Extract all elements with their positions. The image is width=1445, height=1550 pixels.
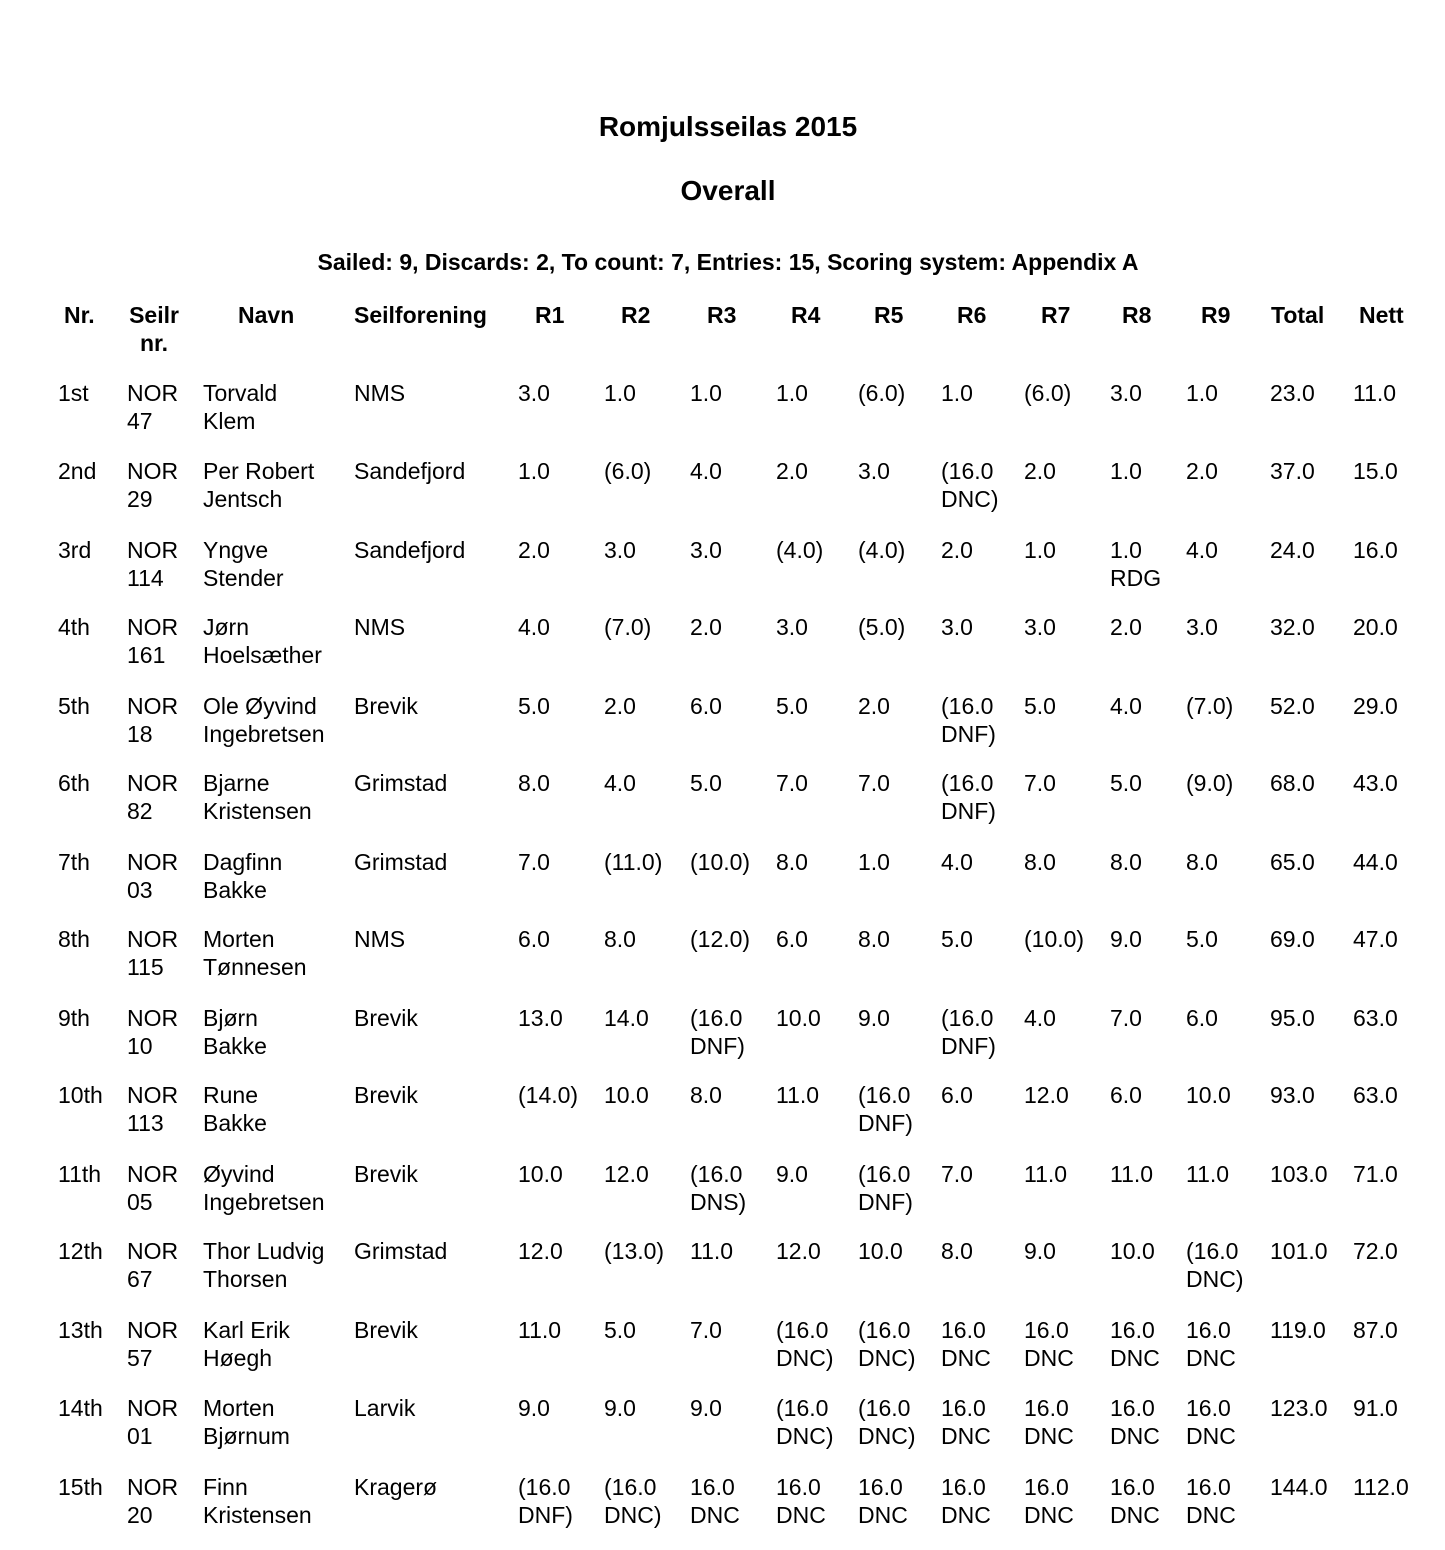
cell-r5: (16.0 DNF) xyxy=(858,1082,913,1136)
cell-seilforening: Grimstad xyxy=(354,849,448,875)
cell-r5: (6.0) xyxy=(858,380,906,406)
cell-r7: 4.0 xyxy=(1024,1005,1056,1031)
cell-r6: 1.0 xyxy=(941,380,973,406)
cell-r1: 7.0 xyxy=(518,849,550,875)
cell-nr: 4th xyxy=(58,614,90,640)
cell-r7: (6.0) xyxy=(1024,380,1072,406)
cell-r2: 12.0 xyxy=(604,1161,649,1187)
cell-nett: 20.0 xyxy=(1353,614,1398,640)
cell-seilr: NOR 47 xyxy=(127,380,179,434)
cell-nr: 8th xyxy=(58,926,90,952)
column-header-r6: R6 xyxy=(957,302,987,328)
cell-nett: 43.0 xyxy=(1353,770,1398,796)
cell-r5: 9.0 xyxy=(858,1005,890,1031)
cell-r8: 9.0 xyxy=(1110,926,1142,952)
cell-nr: 15th xyxy=(58,1474,103,1500)
cell-r4: 3.0 xyxy=(776,614,808,640)
cell-r9: (16.0 DNC) xyxy=(1186,1238,1244,1292)
cell-nr: 7th xyxy=(58,849,90,875)
cell-r3: 6.0 xyxy=(690,693,722,719)
cell-r5: 2.0 xyxy=(858,693,890,719)
cell-total: 65.0 xyxy=(1270,849,1315,875)
cell-seilforening: Larvik xyxy=(354,1395,416,1421)
cell-r1: (16.0 DNF) xyxy=(518,1474,573,1528)
cell-r5: (5.0) xyxy=(858,614,906,640)
cell-r9: 3.0 xyxy=(1186,614,1218,640)
cell-r8: 4.0 xyxy=(1110,693,1142,719)
cell-r3: (12.0) xyxy=(690,926,751,952)
cell-r1: 12.0 xyxy=(518,1238,563,1264)
cell-seilr: NOR 18 xyxy=(127,693,179,747)
cell-seilforening: Brevik xyxy=(354,1082,418,1108)
cell-r8: 16.0 DNC xyxy=(1110,1474,1160,1528)
cell-r6: 6.0 xyxy=(941,1082,973,1108)
cell-r6: 16.0 DNC xyxy=(941,1317,991,1371)
cell-r4: (4.0) xyxy=(776,537,824,563)
cell-r6: 7.0 xyxy=(941,1161,973,1187)
cell-seilr: NOR 114 xyxy=(127,537,179,591)
cell-seilforening: Brevik xyxy=(354,693,418,719)
cell-r4: 2.0 xyxy=(776,458,808,484)
cell-navn: Torvald Klem xyxy=(203,380,278,434)
cell-r7: 16.0 DNC xyxy=(1024,1474,1074,1528)
cell-seilr: NOR 10 xyxy=(127,1005,179,1059)
cell-seilforening: Grimstad xyxy=(354,1238,448,1264)
cell-r7: 3.0 xyxy=(1024,614,1056,640)
cell-r6: 16.0 DNC xyxy=(941,1474,991,1528)
cell-navn: Øyvind Ingebretsen xyxy=(203,1161,325,1215)
cell-r9: 2.0 xyxy=(1186,458,1218,484)
column-header-seilforening: Seilforening xyxy=(354,302,487,328)
cell-navn: Morten Bjørnum xyxy=(203,1395,290,1449)
cell-r3: 1.0 xyxy=(690,380,722,406)
column-header-r8: R8 xyxy=(1122,302,1152,328)
cell-r9: 8.0 xyxy=(1186,849,1218,875)
cell-r1: 2.0 xyxy=(518,537,550,563)
column-header-r9: R9 xyxy=(1201,302,1231,328)
cell-r8: 3.0 xyxy=(1110,380,1142,406)
cell-nett: 47.0 xyxy=(1353,926,1398,952)
cell-r7: 2.0 xyxy=(1024,458,1056,484)
cell-r5: 10.0 xyxy=(858,1238,903,1264)
cell-r1: 6.0 xyxy=(518,926,550,952)
cell-r5: 7.0 xyxy=(858,770,890,796)
column-header-total: Total xyxy=(1271,302,1325,328)
cell-r9: 16.0 DNC xyxy=(1186,1317,1236,1371)
cell-total: 52.0 xyxy=(1270,693,1315,719)
cell-nett: 63.0 xyxy=(1353,1005,1398,1031)
cell-r5: 1.0 xyxy=(858,849,890,875)
cell-r5: 3.0 xyxy=(858,458,890,484)
cell-r4: (16.0 DNC) xyxy=(776,1317,834,1371)
cell-r7: 5.0 xyxy=(1024,693,1056,719)
cell-r2: (16.0 DNC) xyxy=(604,1474,662,1528)
column-header-r7: R7 xyxy=(1041,302,1071,328)
cell-r7: 12.0 xyxy=(1024,1082,1069,1108)
cell-r8: 16.0 DNC xyxy=(1110,1395,1160,1449)
cell-r2: 9.0 xyxy=(604,1395,636,1421)
cell-seilr: NOR 01 xyxy=(127,1395,179,1449)
cell-r2: 10.0 xyxy=(604,1082,649,1108)
cell-seilforening: Brevik xyxy=(354,1161,418,1187)
cell-r1: 10.0 xyxy=(518,1161,563,1187)
cell-nr: 3rd xyxy=(58,537,92,563)
cell-navn: Dagfinn Bakke xyxy=(203,849,283,903)
cell-navn: Yngve Stender xyxy=(203,537,284,591)
cell-r5: (4.0) xyxy=(858,537,906,563)
cell-r3: 4.0 xyxy=(690,458,722,484)
cell-nr: 10th xyxy=(58,1082,103,1108)
cell-r7: 8.0 xyxy=(1024,849,1056,875)
cell-total: 68.0 xyxy=(1270,770,1315,796)
cell-r6: 8.0 xyxy=(941,1238,973,1264)
cell-r6: 3.0 xyxy=(941,614,973,640)
cell-r8: 8.0 xyxy=(1110,849,1142,875)
cell-r4: 10.0 xyxy=(776,1005,821,1031)
cell-r4: 12.0 xyxy=(776,1238,821,1264)
cell-nett: 15.0 xyxy=(1353,458,1398,484)
cell-seilforening: Brevik xyxy=(354,1005,418,1031)
cell-r7: 7.0 xyxy=(1024,770,1056,796)
cell-r4: 8.0 xyxy=(776,849,808,875)
cell-r7: 11.0 xyxy=(1024,1161,1068,1187)
cell-r8: 6.0 xyxy=(1110,1082,1142,1108)
cell-r9: 1.0 xyxy=(1186,380,1218,406)
cell-navn: Morten Tønnesen xyxy=(203,926,307,980)
cell-navn: Finn Kristensen xyxy=(203,1474,312,1528)
cell-seilforening: Sandefjord xyxy=(354,458,466,484)
cell-seilforening: Grimstad xyxy=(354,770,448,796)
cell-r3: 8.0 xyxy=(690,1082,722,1108)
cell-r3: 9.0 xyxy=(690,1395,722,1421)
cell-r1: (14.0) xyxy=(518,1082,579,1108)
cell-seilr: NOR 67 xyxy=(127,1238,179,1292)
cell-r7: 1.0 xyxy=(1024,537,1056,563)
cell-r2: 4.0 xyxy=(604,770,636,796)
cell-r2: (6.0) xyxy=(604,458,652,484)
cell-nr: 5th xyxy=(58,693,90,719)
cell-r4: 6.0 xyxy=(776,926,808,952)
column-header-r4: R4 xyxy=(791,302,821,328)
cell-r4: (16.0 DNC) xyxy=(776,1395,834,1449)
cell-nett: 29.0 xyxy=(1353,693,1398,719)
cell-total: 144.0 xyxy=(1270,1474,1328,1500)
cell-navn: Bjarne Kristensen xyxy=(203,770,312,824)
cell-r6: 4.0 xyxy=(941,849,973,875)
cell-r1: 3.0 xyxy=(518,380,550,406)
cell-r3: 11.0 xyxy=(690,1238,734,1264)
cell-r9: 6.0 xyxy=(1186,1005,1218,1031)
cell-r7: 16.0 DNC xyxy=(1024,1395,1074,1449)
cell-seilforening: Sandefjord xyxy=(354,537,466,563)
cell-nett: 63.0 xyxy=(1353,1082,1398,1108)
cell-r5: (16.0 DNF) xyxy=(858,1161,913,1215)
cell-seilr: NOR 113 xyxy=(127,1082,179,1136)
column-header-nr: Nr. xyxy=(64,302,95,328)
cell-r1: 11.0 xyxy=(518,1317,562,1343)
cell-r2: 14.0 xyxy=(604,1005,649,1031)
cell-nr: 11th xyxy=(58,1161,102,1187)
cell-r3: 7.0 xyxy=(690,1317,722,1343)
cell-navn: Jørn Hoelsæther xyxy=(203,614,322,668)
cell-seilforening: Kragerø xyxy=(354,1474,438,1500)
column-header-nett: Nett xyxy=(1359,302,1404,328)
cell-total: 103.0 xyxy=(1270,1161,1328,1187)
cell-nett: 91.0 xyxy=(1353,1395,1398,1421)
cell-nr: 6th xyxy=(58,770,90,796)
cell-r2: 1.0 xyxy=(604,380,636,406)
cell-r1: 9.0 xyxy=(518,1395,550,1421)
cell-r9: 11.0 xyxy=(1186,1161,1230,1187)
cell-r1: 8.0 xyxy=(518,770,550,796)
cell-r7: 9.0 xyxy=(1024,1238,1056,1264)
cell-seilr: NOR 161 xyxy=(127,614,179,668)
cell-seilforening: NMS xyxy=(354,926,406,952)
cell-total: 23.0 xyxy=(1270,380,1315,406)
cell-total: 32.0 xyxy=(1270,614,1315,640)
cell-seilr: NOR 115 xyxy=(127,926,179,980)
cell-r6: (16.0 DNF) xyxy=(941,770,996,824)
cell-r1: 1.0 xyxy=(518,458,550,484)
cell-r9: 16.0 DNC xyxy=(1186,1395,1236,1449)
cell-r6: (16.0 DNC) xyxy=(941,458,999,512)
cell-r3: 16.0 DNC xyxy=(690,1474,740,1528)
cell-r1: 13.0 xyxy=(518,1005,563,1031)
cell-nr: 14th xyxy=(58,1395,103,1421)
cell-total: 119.0 xyxy=(1270,1317,1326,1343)
cell-total: 93.0 xyxy=(1270,1082,1315,1108)
cell-r2: 5.0 xyxy=(604,1317,636,1343)
cell-navn: Bjørn Bakke xyxy=(203,1005,267,1059)
cell-r5: (16.0 DNC) xyxy=(858,1317,916,1371)
cell-r5: 16.0 DNC xyxy=(858,1474,908,1528)
column-header-r2: R2 xyxy=(621,302,651,328)
cell-r3: (16.0 DNF) xyxy=(690,1005,745,1059)
cell-r4: 9.0 xyxy=(776,1161,808,1187)
cell-r9: 16.0 DNC xyxy=(1186,1474,1236,1528)
cell-r9: 5.0 xyxy=(1186,926,1218,952)
cell-r8: 5.0 xyxy=(1110,770,1142,796)
cell-r6: (16.0 DNF) xyxy=(941,1005,996,1059)
cell-nett: 71.0 xyxy=(1353,1161,1398,1187)
cell-r3: (10.0) xyxy=(690,849,751,875)
cell-r5: 8.0 xyxy=(858,926,890,952)
cell-r1: 5.0 xyxy=(518,693,550,719)
cell-r2: (7.0) xyxy=(604,614,652,640)
cell-total: 101.0 xyxy=(1270,1238,1328,1264)
cell-r3: 3.0 xyxy=(690,537,722,563)
cell-r8: 2.0 xyxy=(1110,614,1142,640)
cell-r3: 5.0 xyxy=(690,770,722,796)
cell-navn: Thor Ludvig Thorsen xyxy=(203,1238,325,1292)
cell-r7: 16.0 DNC xyxy=(1024,1317,1074,1371)
cell-total: 37.0 xyxy=(1270,458,1315,484)
cell-r4: 11.0 xyxy=(776,1082,820,1108)
cell-r6: (16.0 DNF) xyxy=(941,693,996,747)
column-header-r5: R5 xyxy=(874,302,904,328)
cell-navn: Per Robert Jentsch xyxy=(203,458,315,512)
cell-nett: 16.0 xyxy=(1353,537,1398,563)
cell-r4: 1.0 xyxy=(776,380,808,406)
cell-r8: 16.0 DNC xyxy=(1110,1317,1160,1371)
cell-r3: 2.0 xyxy=(690,614,722,640)
cell-r8: 1.0 xyxy=(1110,458,1142,484)
cell-total: 95.0 xyxy=(1270,1005,1315,1031)
cell-total: 123.0 xyxy=(1270,1395,1328,1421)
cell-total: 24.0 xyxy=(1270,537,1315,563)
cell-r9: 10.0 xyxy=(1186,1082,1231,1108)
cell-r9: (9.0) xyxy=(1186,770,1234,796)
series-info: Sailed: 9, Discards: 2, To count: 7, Entries: 15, Scoring system: Appendix A xyxy=(317,249,1139,275)
cell-r4: 16.0 DNC xyxy=(776,1474,826,1528)
cell-nr: 2nd xyxy=(58,458,97,484)
cell-r2: 2.0 xyxy=(604,693,636,719)
cell-nett: 11.0 xyxy=(1353,380,1397,406)
cell-nr: 1st xyxy=(58,380,89,406)
column-header-r3: R3 xyxy=(707,302,737,328)
cell-seilforening: NMS xyxy=(354,614,406,640)
cell-r8: 1.0 RDG xyxy=(1110,537,1162,591)
cell-seilr: NOR 29 xyxy=(127,458,179,512)
cell-nett: 87.0 xyxy=(1353,1317,1398,1343)
cell-r2: (11.0) xyxy=(604,849,663,875)
cell-seilr: NOR 82 xyxy=(127,770,179,824)
cell-r7: (10.0) xyxy=(1024,926,1085,952)
cell-r4: 5.0 xyxy=(776,693,808,719)
cell-nett: 72.0 xyxy=(1353,1238,1398,1264)
cell-seilr: NOR 05 xyxy=(127,1161,179,1215)
column-header-seilr: Seilr nr. xyxy=(129,302,179,356)
column-header-navn: Navn xyxy=(238,302,295,328)
cell-r5: (16.0 DNC) xyxy=(858,1395,916,1449)
cell-seilforening: NMS xyxy=(354,380,406,406)
cell-r2: 3.0 xyxy=(604,537,636,563)
page-subtitle: Overall xyxy=(680,175,776,206)
cell-r8: 11.0 xyxy=(1110,1161,1154,1187)
cell-seilforening: Brevik xyxy=(354,1317,418,1343)
cell-r6: 2.0 xyxy=(941,537,973,563)
cell-navn: Ole Øyvind Ingebretsen xyxy=(203,693,325,747)
cell-nr: 9th xyxy=(58,1005,90,1031)
cell-r6: 16.0 DNC xyxy=(941,1395,991,1449)
column-header-r1: R1 xyxy=(535,302,565,328)
cell-r9: 4.0 xyxy=(1186,537,1218,563)
cell-r8: 10.0 xyxy=(1110,1238,1155,1264)
cell-nr: 12th xyxy=(58,1238,103,1264)
cell-r1: 4.0 xyxy=(518,614,550,640)
cell-seilr: NOR 20 xyxy=(127,1474,179,1528)
cell-r9: (7.0) xyxy=(1186,693,1234,719)
cell-r6: 5.0 xyxy=(941,926,973,952)
cell-total: 69.0 xyxy=(1270,926,1315,952)
cell-seilr: NOR 57 xyxy=(127,1317,179,1371)
cell-r2: 8.0 xyxy=(604,926,636,952)
cell-r8: 7.0 xyxy=(1110,1005,1142,1031)
cell-seilr: NOR 03 xyxy=(127,849,179,903)
cell-navn: Rune Bakke xyxy=(203,1082,267,1136)
cell-r2: (13.0) xyxy=(604,1238,665,1264)
cell-navn: Karl Erik Høegh xyxy=(203,1317,290,1371)
cell-nr: 13th xyxy=(58,1317,103,1343)
page-title: Romjulsseilas 2015 xyxy=(598,111,858,142)
cell-nett: 112.0 xyxy=(1353,1474,1409,1500)
cell-r4: 7.0 xyxy=(776,770,808,796)
cell-nett: 44.0 xyxy=(1353,849,1398,875)
cell-r3: (16.0 DNS) xyxy=(690,1161,747,1215)
